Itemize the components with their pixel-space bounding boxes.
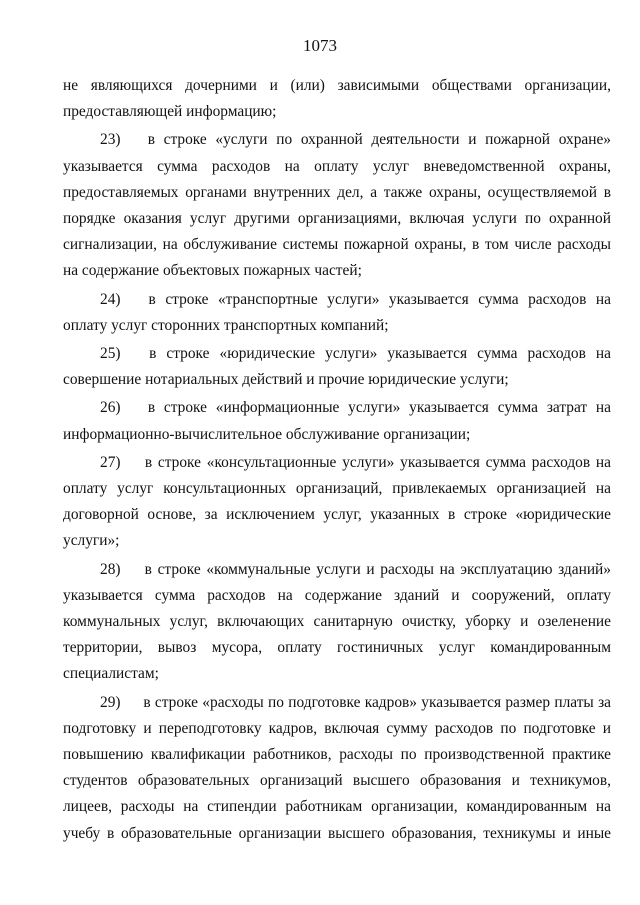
list-item-number: 26) xyxy=(100,399,121,417)
list-item-number: 27) xyxy=(100,453,121,471)
list-item-23 xyxy=(63,127,611,284)
list-item-26 xyxy=(63,395,611,447)
paragraph-text: в строке «коммунальные услуги и расходы на эксплуатацию зданий» указывается сумма расходов на содержание зданий и сооружений, оплату коммунальных услуг, включающих санитарную очистку, уборку и озеленение территории, вывоз мусора, оплату гостиничных услуг командированным специалистам; xyxy=(63,560,611,683)
paragraph-text: в строке «юридические услуги» указывается сумма расходов на совершение нотариальных действий и прочие юридические услуги; xyxy=(63,345,611,389)
paragraph-continuation xyxy=(63,73,611,125)
list-item-27 xyxy=(63,450,611,555)
list-item-25 xyxy=(63,341,611,393)
list-item-number: 28) xyxy=(100,560,121,578)
list-item-number: 29) xyxy=(100,693,121,711)
list-item-24 xyxy=(63,287,611,339)
list-item-number: 23) xyxy=(100,131,121,149)
paragraph-text: в строке «информационные услуги» указывается сумма затрат на информационно-вычислительное обслуживание организации; xyxy=(63,399,611,443)
paragraph-text: не являющихся дочерними и (или) зависимыми обществами организации, предоставляющей информацию; xyxy=(63,77,611,121)
paragraph-text: в строке «услуги по охранной деятельности и пожарной охране» указывается сумма расходов на оплату услуг вневедомственной охраны, предоставляемых органами внутренних дел, а также охраны, осуществляемой в порядке оказания услуг другими организациями, включая услуги по охранной сигнализации, на обслуживание системы пожарной охраны, в том числе расходы на содержание объектовых пожарных частей; xyxy=(63,131,611,280)
paragraph-text: в строке «консультационные услуги» указывается сумма расходов на оплату услуг консультационных организаций, привлекаемых организацией на договорной основе, за исключением услуг, указанных в строке «юридические услуги»; xyxy=(63,453,611,550)
list-item-29 xyxy=(63,690,611,847)
list-item-28 xyxy=(63,557,611,688)
list-item-number: 24) xyxy=(100,290,121,308)
document-body xyxy=(63,73,611,847)
page-number: 1073 xyxy=(303,36,337,55)
list-item-number: 25) xyxy=(100,345,121,363)
paragraph-text: в строке «расходы по подготовке кадров» указывается размер платы за подготовку и переподготовку кадров, включая сумму расходов по подготовке и повышению квалификации работников, расходы по производственной практике студентов образовательных организаций высшего образования и техникумов, лицеев, расходы на стипендии работникам организации, командированным на учебу в образовательные организации высшего образования, техникумы и иные xyxy=(63,693,611,842)
paragraph-text: в строке «транспортные услуги» указывается сумма расходов на оплату услуг сторонних транспортных компаний; xyxy=(63,290,611,334)
